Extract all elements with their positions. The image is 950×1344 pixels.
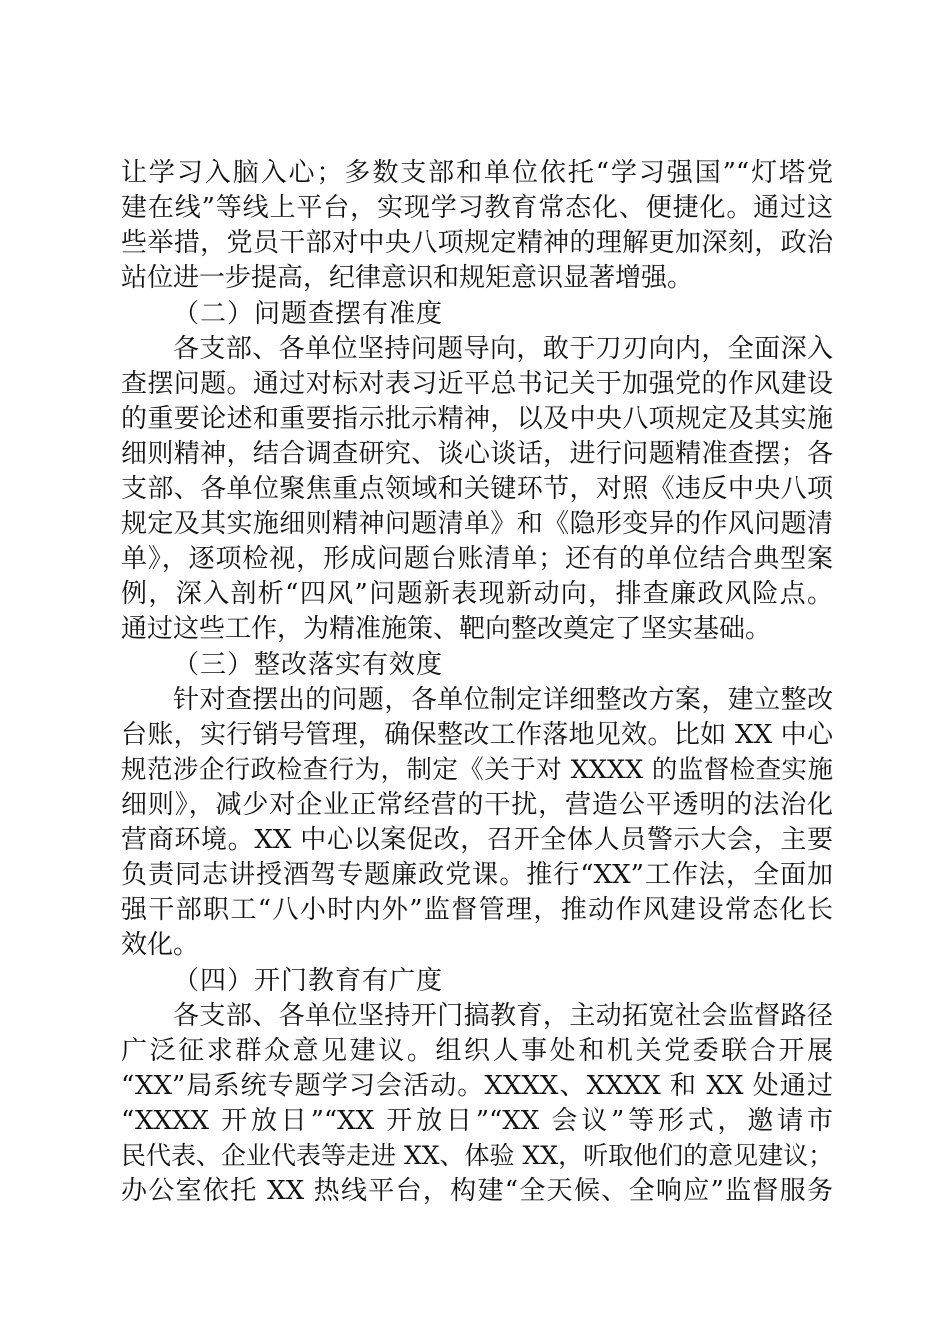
paragraph-line: “XX”局系统专题学习会活动。XXXX、XXXX 和 XX 处通过 [121,1071,833,1101]
paragraph-line: 规定及其实施细则精神问题清单》和《隐形变异的作风问题清 [121,509,833,539]
paragraph-line: 的重要论述和重要指示批示精神，以及中央八项规定及其实施 [121,404,833,434]
paragraph-line: 民代表、企业代表等走进 XX、体验 XX，听取他们的意见建议； [121,1141,834,1170]
paragraph-line: 查摆问题。通过对标对表习近平总书记关于加强党的作风建设 [121,369,833,399]
paragraph-line: 台账，实行销号管理，确保整改工作落地见效。比如 XX 中心 [121,720,833,750]
paragraph-line: 负责同志讲授酒驾专题廉政党课。推行“XX”工作法，全面加 [121,860,833,890]
paragraph-line: 广泛征求群众意见建议。组织人事处和机关党委联合开展 [121,1036,833,1066]
paragraph-line: 办公室依托 XX 热线平台，构建“全天候、全响应”监督服务 [121,1176,833,1206]
paragraph-line: 些举措，党员干部对中央八项规定精神的理解更加深刻，政治 [121,228,833,258]
paragraph-line: 效化。 [121,930,200,960]
paragraph-line: 细则精神，结合调查研究、谈心谈话，进行问题精准查摆；各 [121,439,833,469]
section-heading-3: （三）整改落实有效度 [173,650,444,680]
paragraph-line: 单》，逐项检视，形成问题台账清单；还有的单位结合典型案 [121,544,833,574]
paragraph-line: 各支部、各单位坚持问题导向，敢于刀刃向内，全面深入 [173,334,833,364]
paragraph-line: 站位进一步提高，纪律意识和规矩意识显著增强。 [121,263,694,293]
section-heading-2: （二）问题查摆有准度 [173,299,444,329]
paragraph-line: 规范涉企行政检查行为，制定《关于对 XXXX 的监督检查实施 [121,755,833,785]
paragraph-line: 细则》，减少对企业正常经营的干扰，营造公平透明的法治化 [121,790,833,820]
paragraph-line: 让学习入脑入心；多数支部和单位依托“学习强国”“灯塔党 [121,158,833,188]
paragraph-line: “XXXX 开放日”“XX 开放日”“XX 会议”等形式，邀请市 [121,1106,833,1136]
paragraph-line: 建在线”等线上平台，实现学习教育常态化、便捷化。通过这 [121,193,833,223]
section-heading-4: （四）开门教育有广度 [173,966,444,996]
paragraph-line: 营商环境。XX 中心以案促改，召开全体人员警示大会，主要 [121,825,833,855]
paragraph-line: 例，深入剖析“四风”问题新表现新动向，排查廉政风险点。 [121,579,833,609]
paragraph-line: 强干部职工“八小时内外”监督管理，推动作风建设常态化长 [121,895,833,925]
paragraph-line: 针对查摆出的问题，各单位制定详细整改方案，建立整改 [173,685,833,715]
paragraph-line: 支部、各单位聚焦重点领域和关键环节，对照《违反中央八项 [121,474,833,504]
paragraph-line: 通过这些工作，为精准施策、靶向整改奠定了坚实基础。 [121,614,772,644]
paragraph-line: 各支部、各单位坚持开门搞教育，主动拓宽社会监督路径 [173,1001,833,1031]
